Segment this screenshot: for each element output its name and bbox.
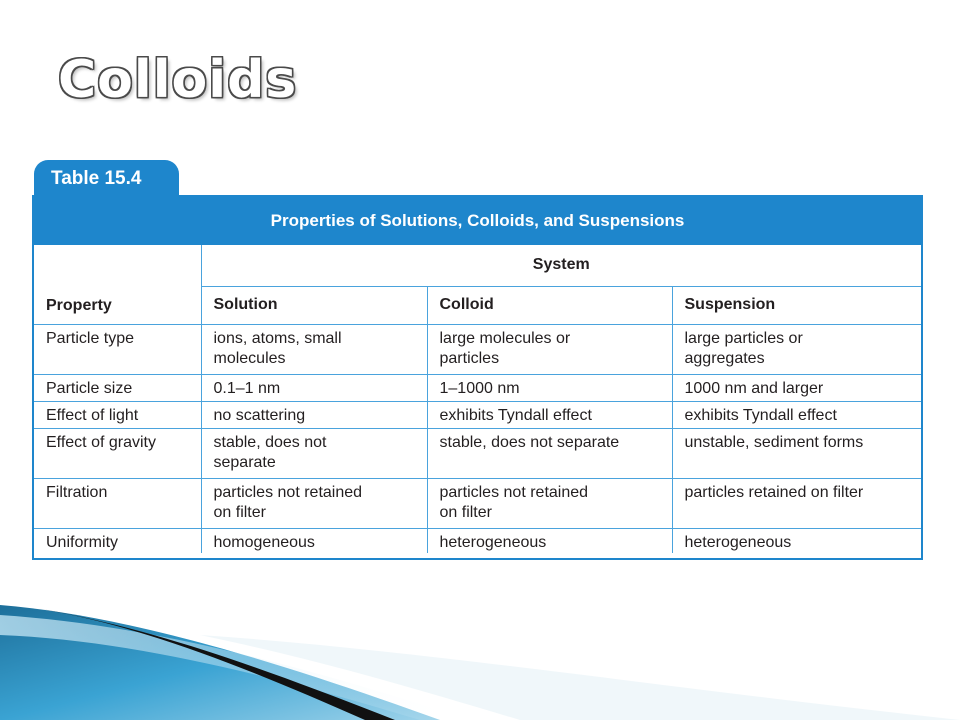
column-header-colloid: Colloid [427, 286, 672, 324]
cell-colloid: stable, does not separate [427, 428, 672, 478]
cell-colloid: heterogeneous [427, 528, 672, 553]
cell-solution: homogeneous [201, 528, 427, 553]
properties-grid [34, 245, 921, 553]
table-title-bar [34, 197, 921, 245]
column-header-property: Property [34, 245, 201, 324]
table-number-tab: Table 15.4 [34, 160, 179, 196]
properties-table [32, 195, 923, 560]
cell-solution: ions, atoms, small molecules [201, 324, 427, 374]
column-header-solution: Solution [201, 286, 427, 324]
row-property-label: Uniformity [34, 528, 201, 553]
row-property-label: Effect of gravity [34, 428, 201, 478]
cell-colloid: exhibits Tyndall effect [427, 401, 672, 428]
row-property-label: Filtration [34, 478, 201, 528]
cell-suspension: large particles or aggregates [672, 324, 921, 374]
table-row [34, 428, 921, 478]
cell-solution: 0.1–1 nm [201, 374, 427, 401]
table-row [34, 478, 921, 528]
cell-suspension: 1000 nm and larger [672, 374, 921, 401]
cell-suspension: exhibits Tyndall effect [672, 401, 921, 428]
cell-suspension: heterogeneous [672, 528, 921, 553]
cell-solution: stable, does not separate [201, 428, 427, 478]
cell-suspension: particles retained on filter [672, 478, 921, 528]
row-property-label: Particle size [34, 374, 201, 401]
cell-solution: particles not retained on filter [201, 478, 427, 528]
table-row [34, 528, 921, 553]
system-group-header: System [201, 245, 921, 286]
table-row [34, 401, 921, 428]
column-header-suspension: Suspension [672, 286, 921, 324]
decorative-swoosh [0, 595, 960, 720]
cell-solution: no scattering [201, 401, 427, 428]
row-property-label: Effect of light [34, 401, 201, 428]
cell-colloid: particles not retained on filter [427, 478, 672, 528]
table-row [34, 374, 921, 401]
system-header-row [34, 245, 921, 286]
row-property-label: Particle type [34, 324, 201, 374]
cell-suspension: unstable, sediment forms [672, 428, 921, 478]
slide-title: Colloids [58, 50, 298, 110]
table-row [34, 324, 921, 374]
cell-colloid: large molecules or particles [427, 324, 672, 374]
table-title: Properties of Solutions, Colloids, and Suspensions [270, 211, 685, 230]
cell-colloid: 1–1000 nm [427, 374, 672, 401]
